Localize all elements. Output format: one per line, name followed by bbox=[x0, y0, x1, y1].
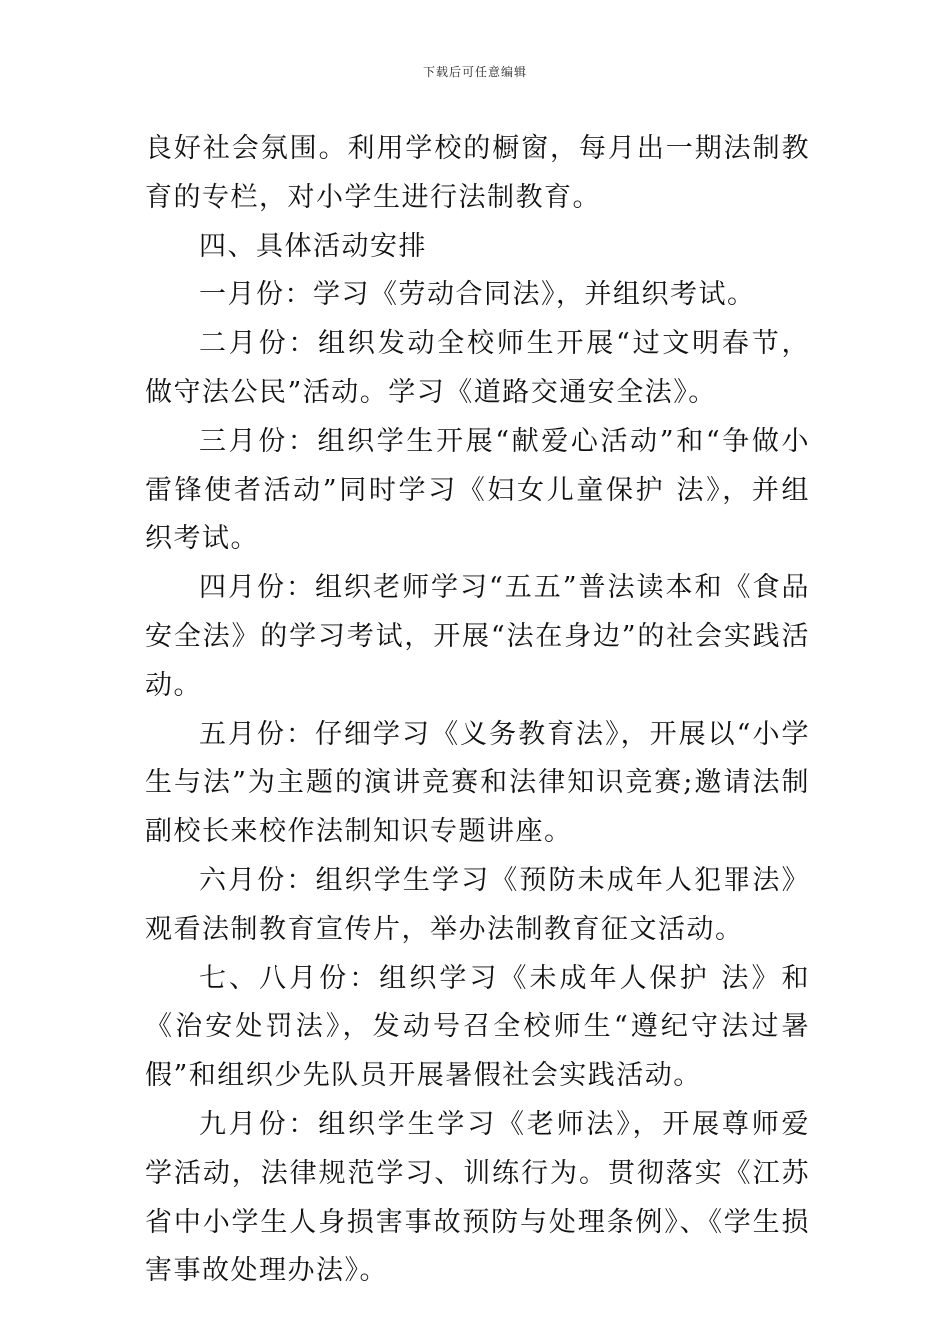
document-body bbox=[145, 125, 810, 1296]
paragraph-september: 九月份：组织学生学习《老师法》，开展尊师爱学活动，法律规范学习、训练行为。贯彻落实《江苏省中小学生人身损害事故预防与处理条例》、《学生损害事故处理办法》。 bbox=[145, 1108, 810, 1287]
paragraph-june: 六月份：组织学生学习《预防未成年人犯罪法》观看法制教育宣传片，举办法制教育征文活动。 bbox=[145, 864, 810, 945]
paragraph-july-august: 七、八月份：组织学习《未成年人保护 法》和《治安处罚法》，发动号召全校师生“遵纪守法过暑假”和组织少先队员开展暑假社会实践活动。 bbox=[145, 962, 810, 1092]
paragraph-may: 五月份：仔细学习《义务教育法》，开展以“小学生与法”为主题的演讲竞赛和法律知识竞赛;邀请法制副校长来校作法制知识专题讲座。 bbox=[145, 718, 810, 848]
paragraph-march: 三月份：组织学生开展“献爱心活动”和“争做小雷锋使者活动”同时学习《妇女儿童保护 法》，并组织考试。 bbox=[145, 425, 810, 555]
paragraph-april: 四月份：组织老师学习“五五”普法读本和《食品安全法》的学习考试，开展“法在身边”的社会实践活动。 bbox=[145, 572, 810, 701]
paragraph-1: 良好社会氛围。利用学校的橱窗，每月出一期法制教育的专栏，对小学生进行法制教育。 bbox=[145, 133, 810, 213]
page-header: 下载后可任意编辑 bbox=[422, 65, 527, 79]
section-heading: 四、具体活动安排 bbox=[199, 230, 427, 262]
paragraph-january: 一月份：学习《劳动合同法》，并组织考试。 bbox=[199, 279, 756, 311]
paragraph-february: 二月份：组织发动全校师生开展“过文明春节，做守法公民”活动。学习《道路交通安全法》。 bbox=[145, 328, 810, 408]
